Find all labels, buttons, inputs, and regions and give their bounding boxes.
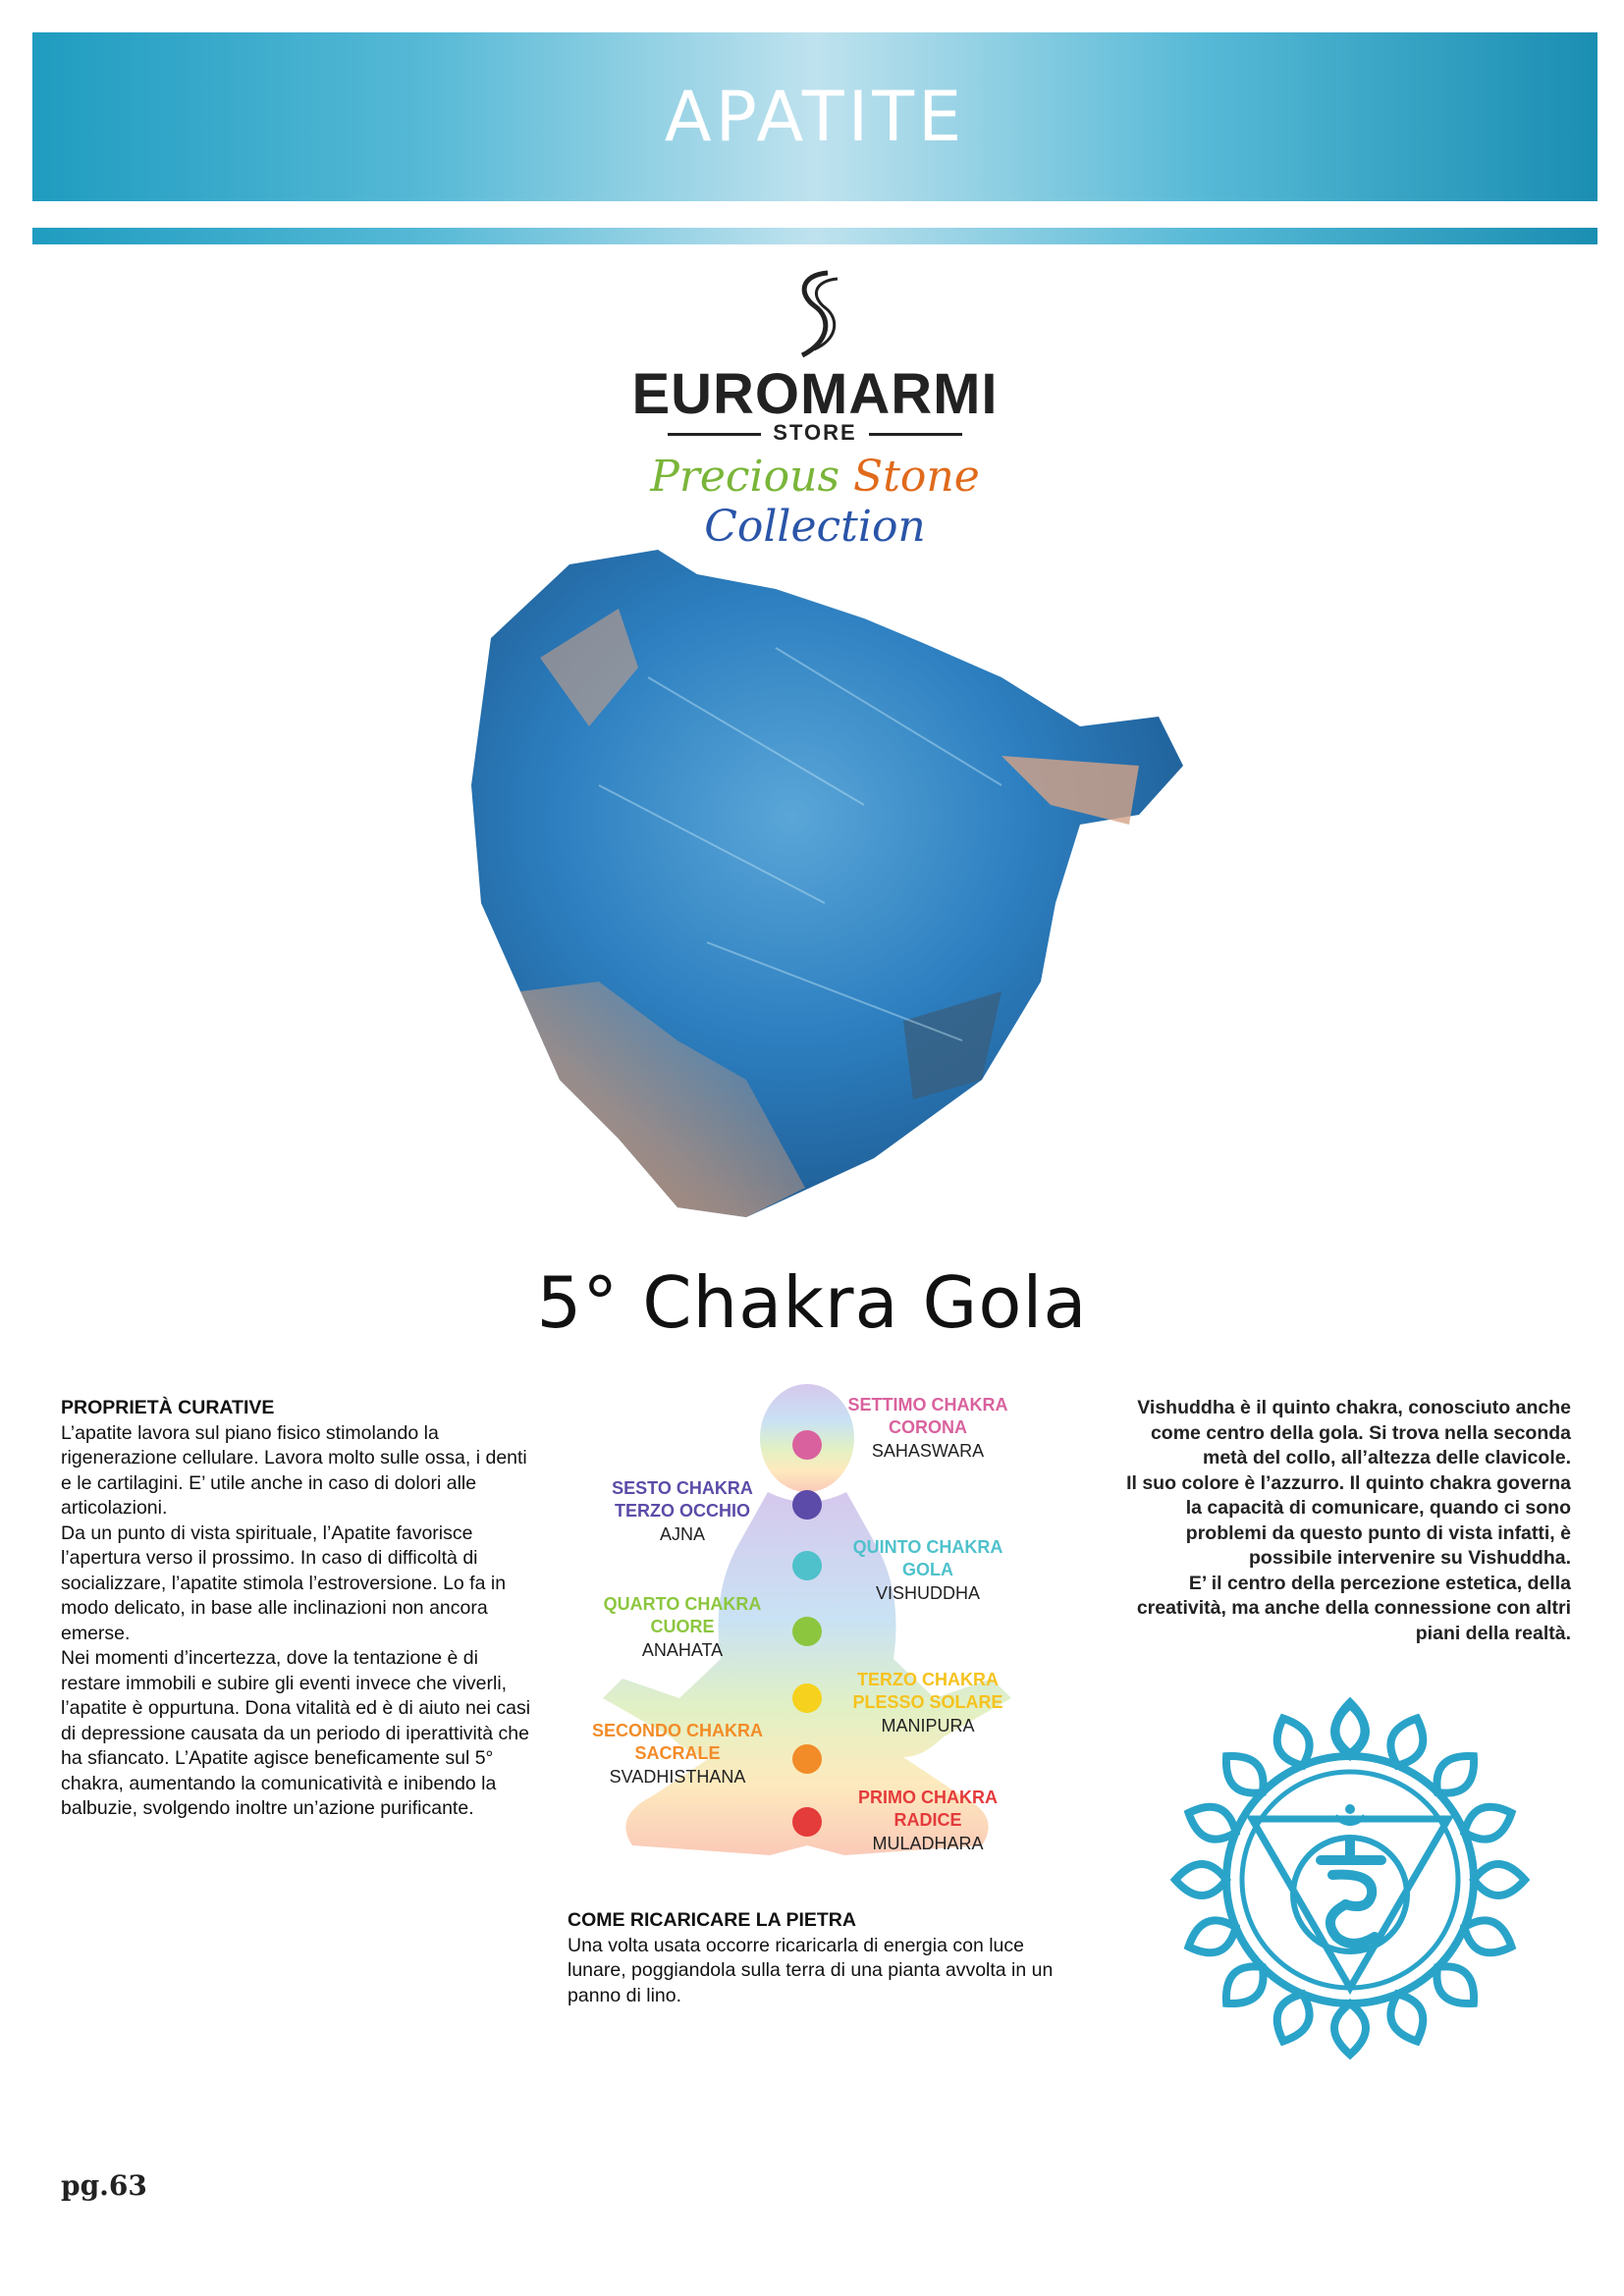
vishuddha-line: E’ il centro della percezione estetica, della <box>1188 1572 1571 1594</box>
chakra-dot-3 <box>792 1683 822 1713</box>
vishuddha-line: problemi da questo punto di vista infatti, è <box>1185 1522 1571 1544</box>
vishuddha-line: possibile intervenire su Vishuddha. <box>1249 1547 1571 1569</box>
chakra-2-name: SVADHISTHANA <box>609 1767 746 1787</box>
chakra-2-label <box>579 1720 776 1765</box>
chakra-1-name: MULADHARA <box>872 1834 984 1853</box>
chakra-dot-1 <box>792 1807 822 1837</box>
recharge-heading: COME RICARICARE LA PIETRA <box>568 1909 856 1931</box>
apatite-stone-image <box>452 530 1198 1247</box>
chakra-dot-6 <box>792 1490 822 1520</box>
logo-sub <box>668 420 962 448</box>
chakra-7-label <box>830 1394 1026 1439</box>
vishuddha-line: metà del collo, all’altezza delle clavicole. <box>1203 1447 1571 1468</box>
header-banner <box>32 32 1597 201</box>
chakra-3-title: TERZO CHAKRA <box>857 1670 999 1689</box>
chakra-6-title: SESTO CHAKRA <box>612 1478 753 1498</box>
page-number: pg.63 <box>61 2169 147 2202</box>
vishuddha-symbol-icon <box>1164 1693 1537 2066</box>
tagline-word-2: Stone <box>853 452 980 502</box>
tagline-word-1: Precious <box>650 452 840 502</box>
chakra-diagram <box>550 1384 1080 1895</box>
healing-paragraph-2: Da un punto di vista spirituale, l’Apatite favorisce l’apertura verso il prossimo. In caso di difficoltà di socializzare, l’apatite stimola l’estroversione. Lo fa in modo delicato, in base alle inclinazioni non ancora emerse. <box>61 1522 507 1644</box>
header-divider <box>32 228 1597 244</box>
chakra-4-subtitle: CUORE <box>650 1617 715 1636</box>
chakra-2-title: SECONDO CHAKRA <box>591 1721 763 1740</box>
chakra-4-label <box>589 1593 776 1638</box>
healing-properties-section <box>61 1396 532 1822</box>
healing-paragraph-1: L’apatite lavora sul piano fisico stimolando la rigenerazione cellulare. Lavora molto sulle ossa, i denti e le cartilagini. E’ utile anche in caso di dolori alle articolazioni. <box>61 1421 527 1519</box>
vishuddha-line: la capacità di comunicare, quando ci sono <box>1185 1497 1571 1519</box>
chakra-5-subtitle: GOLA <box>902 1560 953 1579</box>
chakra-4-title: QUARTO CHAKRA <box>603 1594 762 1614</box>
chakra-3-label <box>830 1669 1026 1714</box>
tagline-word-3: Collection <box>704 502 926 552</box>
chakra-dot-4 <box>792 1617 822 1646</box>
healing-properties-heading: PROPRIETÀ CURATIVE <box>61 1397 275 1418</box>
chakra-5-title: QUINTO CHAKRA <box>852 1537 1003 1557</box>
euromarmi-logo-icon <box>781 265 849 363</box>
vishuddha-description <box>1090 1396 1571 1646</box>
chakra-6-name: AJNA <box>659 1524 705 1544</box>
chakra-7-subtitle: CORONA <box>889 1417 967 1437</box>
recharge-text: Una volta usata occorre ricaricarla di energia con luce lunare, poggiandola sulla terra di una pianta avvolta in un panno di lino. <box>568 1934 1054 2006</box>
chakra-5-label <box>830 1536 1026 1581</box>
logo-sub-text: STORE <box>773 420 857 445</box>
chakra-4-name: ANAHATA <box>641 1640 724 1660</box>
chakra-1-title: PRIMO CHAKRA <box>858 1788 998 1807</box>
chakra-3-name: MANIPURA <box>881 1716 975 1735</box>
chakra-1-label <box>830 1787 1026 1832</box>
chakra-dot-2 <box>792 1744 822 1774</box>
chakra-title: 5° Chakra Gola <box>536 1261 1088 1344</box>
vishuddha-line: piani della realtà. <box>1415 1622 1571 1644</box>
logo-name: EUROMARMI <box>631 362 999 426</box>
vishuddha-line: Il suo colore è l’azzurro. Il quinto chakra governa <box>1126 1471 1571 1494</box>
chakra-3-subtitle: PLESSO SOLARE <box>852 1692 1003 1712</box>
recharge-section <box>568 1908 1078 2008</box>
chakra-7-name: SAHASWARA <box>871 1441 985 1461</box>
chakra-6-label <box>589 1477 776 1522</box>
chakra-2-subtitle: SACRALE <box>634 1743 721 1763</box>
chakra-dot-7 <box>792 1430 822 1460</box>
page-title: APATITE <box>664 77 966 157</box>
chakra-dot-5 <box>792 1551 822 1580</box>
chakra-6-subtitle: TERZO OCCHIO <box>615 1501 750 1521</box>
vishuddha-line: creatività, ma anche della connessione con altri <box>1136 1597 1571 1619</box>
chakra-1-subtitle: RADICE <box>893 1810 962 1830</box>
vishuddha-line: Vishuddha è il quinto chakra, conosciuto anche <box>1137 1397 1571 1418</box>
vishuddha-line: come centro della gola. Si trova nella seconda <box>1150 1421 1571 1444</box>
chakra-5-name: VISHUDDHA <box>875 1583 980 1603</box>
healing-paragraph-3: Nei momenti d’incertezza, dove la tentazione è di restare immobili e subire gli eventi invece che viverli, l’apatite è oppurtuna. Dona vitalità ed è di aiuto nei casi di depressione causata da un periodo di iperattività che ha sfiancato. L’Apatite agisce beneficamente sul 5° chakra, aumentando la comunicatività e inibendo la balbuzie, svolgendo inoltre un’azione purificante. <box>61 1647 531 1819</box>
chakra-7-title: SETTIMO CHAKRA <box>847 1395 1008 1415</box>
